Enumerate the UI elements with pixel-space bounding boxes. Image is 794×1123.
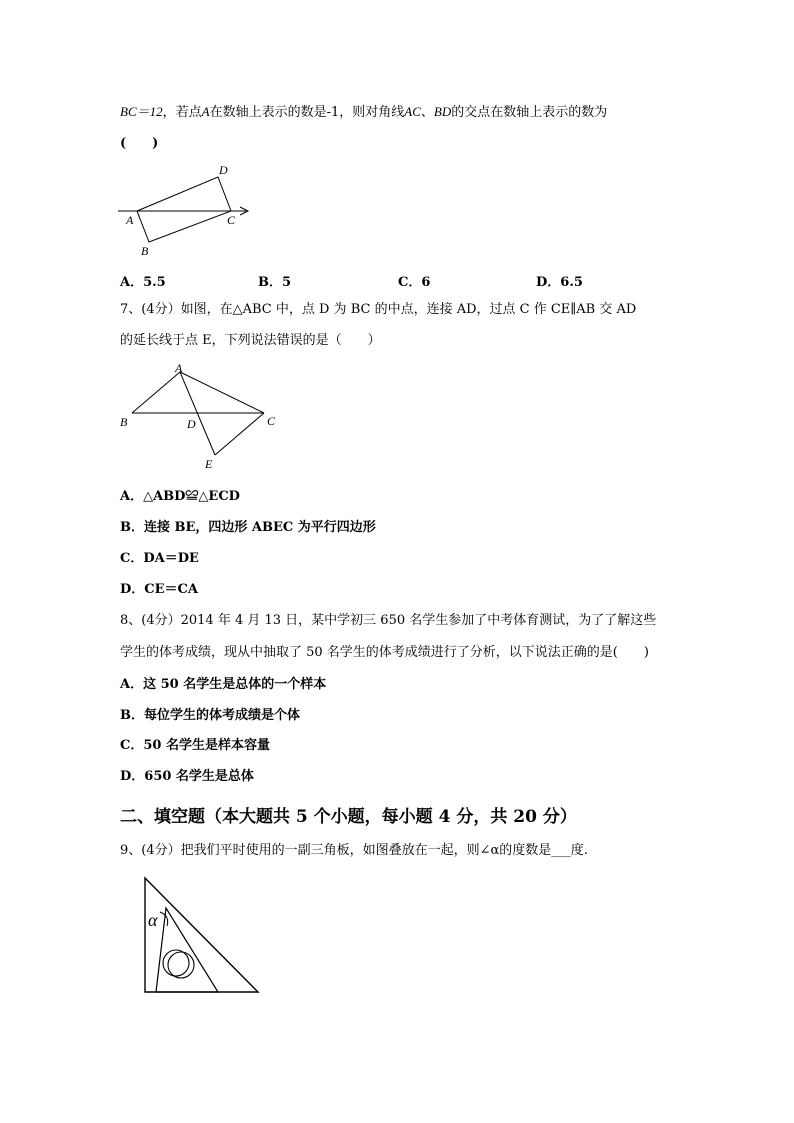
q8-option-b: B．每位学生的体考成绩是个体 xyxy=(120,708,300,723)
q6-stem-text1: ，若点 xyxy=(162,105,202,120)
q6-stem xyxy=(120,104,607,121)
q7-label-c: C xyxy=(267,414,276,428)
q6-option-c: C．6 xyxy=(398,275,431,290)
q6-stem-point-a: A xyxy=(201,104,210,119)
q8-option-d: D．650 名学生是总体 xyxy=(120,769,254,784)
q8-option-a: A．这 50 名学生是总体的一个样本 xyxy=(120,677,327,692)
q7-label-d: D xyxy=(187,417,196,431)
section-2-heading: 二、填空题（本大题共 5 个小题，每小题 4 分，共 20 分） xyxy=(120,807,577,827)
q7-segment-ce xyxy=(215,413,264,455)
q6-figure xyxy=(110,158,270,260)
q7-label-b: B xyxy=(120,415,128,429)
q6-option-d: D．6.5 xyxy=(536,275,583,290)
q6-label-c: C xyxy=(227,213,236,227)
q9-stem: 9、(4分）把我们平时使用的一副三角板，如图叠放在一起，则∠α的度数是___度. xyxy=(120,843,588,858)
q9-triangle-outer xyxy=(145,878,258,992)
q6-stem-bd: BD xyxy=(433,104,452,119)
q6-answer-bracket: ( ) xyxy=(120,136,159,151)
q8-stem-line1: 8、(4分）2014 年 4 月 13 日，某中学初三 650 名学生参加了中考体育测试，为了了解这些 xyxy=(120,613,657,628)
q6-stem-text2: 在数轴上表示的数是-1，则对角线 xyxy=(209,105,405,120)
q7-option-d: D．CE＝CA xyxy=(120,582,198,597)
q6-label-a: A xyxy=(126,213,134,227)
q6-parallelogram xyxy=(137,177,231,242)
q6-stem-sep: 、 xyxy=(420,105,434,120)
q6-option-a: A．5.5 xyxy=(120,275,166,290)
q9-figure xyxy=(136,872,266,998)
q7-label-e: E xyxy=(205,457,213,471)
q6-option-b: B．5 xyxy=(258,275,292,290)
q7-figure xyxy=(112,360,292,472)
q7-option-a: A．△ABD≌△ECD xyxy=(120,489,240,504)
q7-segment-ab xyxy=(132,372,180,413)
q7-stem-line1: 7、(4分）如图，在△ABC 中，点 D 为 BC 的中点，连接 AD，过点 C 作 CE∥AB 交 AD xyxy=(120,302,637,317)
q9-label-alpha: α xyxy=(148,910,158,930)
q7-option-c: C．DA＝DE xyxy=(120,551,199,566)
q8-stem-line2: 学生的体考成绩，现从中抽取了 50 名学生的体考成绩进行了分析，以下说法正确的是( ) xyxy=(120,645,649,660)
q9-circle-right xyxy=(168,952,194,978)
q7-stem-line2: 的延长线于点 E，下列说法错误的是（ ） xyxy=(120,333,381,348)
q8-option-c: C．50 名学生是样本容量 xyxy=(120,738,270,753)
q6-stem-ac: AC xyxy=(404,104,421,119)
q6-label-b: B xyxy=(141,244,149,258)
q9-circle-left xyxy=(163,950,189,976)
q7-label-a: A xyxy=(175,361,183,375)
q7-option-b: B．连接 BE，四边形 ABEC 为平行四边形 xyxy=(120,520,376,535)
q6-stem-bc: BC＝12 xyxy=(120,104,163,119)
q6-label-d: D xyxy=(219,163,228,177)
q6-stem-text3: 的交点在数轴上表示的数为 xyxy=(451,105,608,120)
q7-segment-ac xyxy=(180,372,264,413)
